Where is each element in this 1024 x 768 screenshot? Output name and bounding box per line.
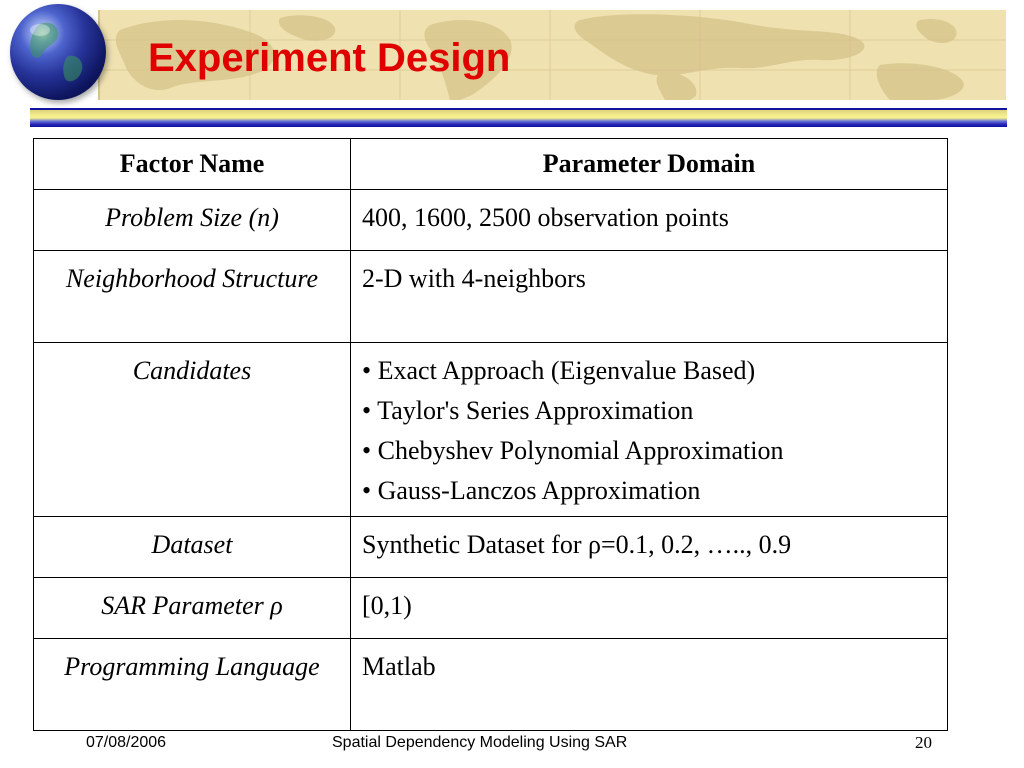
domain-cell (351, 343, 948, 517)
table-row (34, 190, 948, 251)
factor-cell: Programming Language (34, 639, 351, 731)
factor-cell: Candidates (34, 343, 351, 517)
experiment-design-table (33, 138, 948, 731)
globe-icon (10, 4, 106, 100)
factor-cell: Problem Size (n) (34, 190, 351, 251)
domain-line: 2-D with 4-neighbors (362, 264, 586, 293)
domain-cell (351, 578, 948, 639)
domain-line: 400, 1600, 2500 observation points (362, 203, 729, 232)
header-parameter-domain: Parameter Domain (351, 139, 948, 190)
domain-line: • Chebyshev Polynomial Approximation (362, 436, 784, 465)
domain-cell (351, 517, 948, 578)
table-header-row (34, 139, 948, 190)
table-row (34, 578, 948, 639)
header-factor-name: Factor Name (34, 139, 351, 190)
footer-date: 07/08/2006 (86, 734, 167, 751)
slide-title: Experiment Design (148, 36, 511, 80)
domain-line: Matlab (362, 652, 436, 681)
factor-cell: SAR Parameter ρ (34, 578, 351, 639)
domain-line: • Exact Approach (Eigenvalue Based) (362, 356, 756, 385)
domain-cell (351, 639, 948, 731)
domain-cell (351, 251, 948, 343)
table-row (34, 251, 948, 343)
domain-line: • Taylor's Series Approximation (362, 396, 694, 425)
domain-line: Synthetic Dataset for ρ=0.1, 0.2, ….., 0.9 (362, 530, 792, 559)
title-underline-stripe (30, 108, 1007, 127)
table-row (34, 517, 948, 578)
table-row (34, 639, 948, 731)
footer-presentation-title: Spatial Dependency Modeling Using SAR (332, 734, 628, 751)
table-row (34, 343, 948, 517)
domain-cell (351, 190, 948, 251)
domain-line: [0,1) (362, 591, 412, 620)
factor-cell: Neighborhood Structure (34, 251, 351, 343)
slide-number: 20 (915, 733, 932, 752)
domain-line: • Gauss-Lanczos Approximation (362, 476, 701, 505)
factor-cell: Dataset (34, 517, 351, 578)
